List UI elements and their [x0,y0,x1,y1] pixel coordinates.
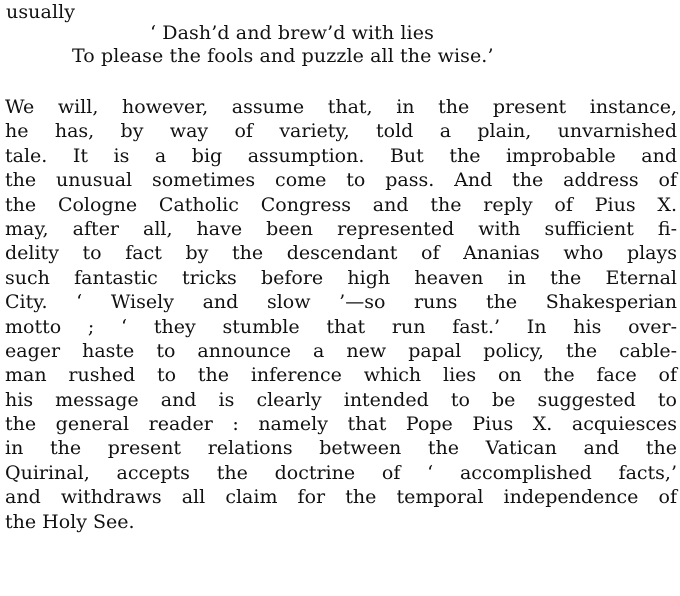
paragraph-line: tale. It is a big assumption. But the improbable and [5,144,677,167]
paragraph-line: delity to fact by the descendant of Ananias who plays [5,242,677,265]
paragraph-line: We will, however, assume that, in the present instance, [5,96,677,118]
paragraph-line: his message and is clearly intended to be suggested to [5,388,677,411]
paragraph-line: man rushed to the inference which lies on the face of [5,364,677,387]
paragraph-line: such fantastic tricks before high heaven in the Eternal [5,266,677,289]
paragraph-line: he has, by way of variety, told a plain, unvarnished [5,120,677,143]
paragraph-line: in the present relations between the Vatican and the [5,437,677,460]
paragraph-line: and withdraws all claim for the temporal independence of [5,486,677,509]
verse-line-2: To please the fools and puzzle all the wise.’ [72,45,494,67]
paragraph-line: may, after all, have been represented with sufficient fi- [5,217,677,240]
paragraph-line: the general reader : namely that Pope Pius X. acquiesces [5,413,677,436]
paragraph-line: the unusual sometimes come to pass. And the address of [5,169,677,192]
paragraph-line: eager haste to announce a new papal policy, the cable- [5,339,677,362]
paragraph-line: Quirinal, accepts the doctrine of ‘ accomplished facts,’ [5,461,677,484]
paragraph-line: the Cologne Catholic Congress and the reply of Pius X. [5,193,677,216]
verse-line-1: ‘ Dash’d and brew’d with lies [150,22,434,44]
body-paragraph [5,95,680,534]
paragraph-line: the Holy See. [5,510,135,533]
paragraph-line: motto ; ‘ they stumble that run fast.’ In his over- [5,315,677,338]
paragraph-line: City. ‘ Wisely and slow ’—so runs the Shakesperian [5,291,677,314]
intro-word: usually [6,1,76,23]
